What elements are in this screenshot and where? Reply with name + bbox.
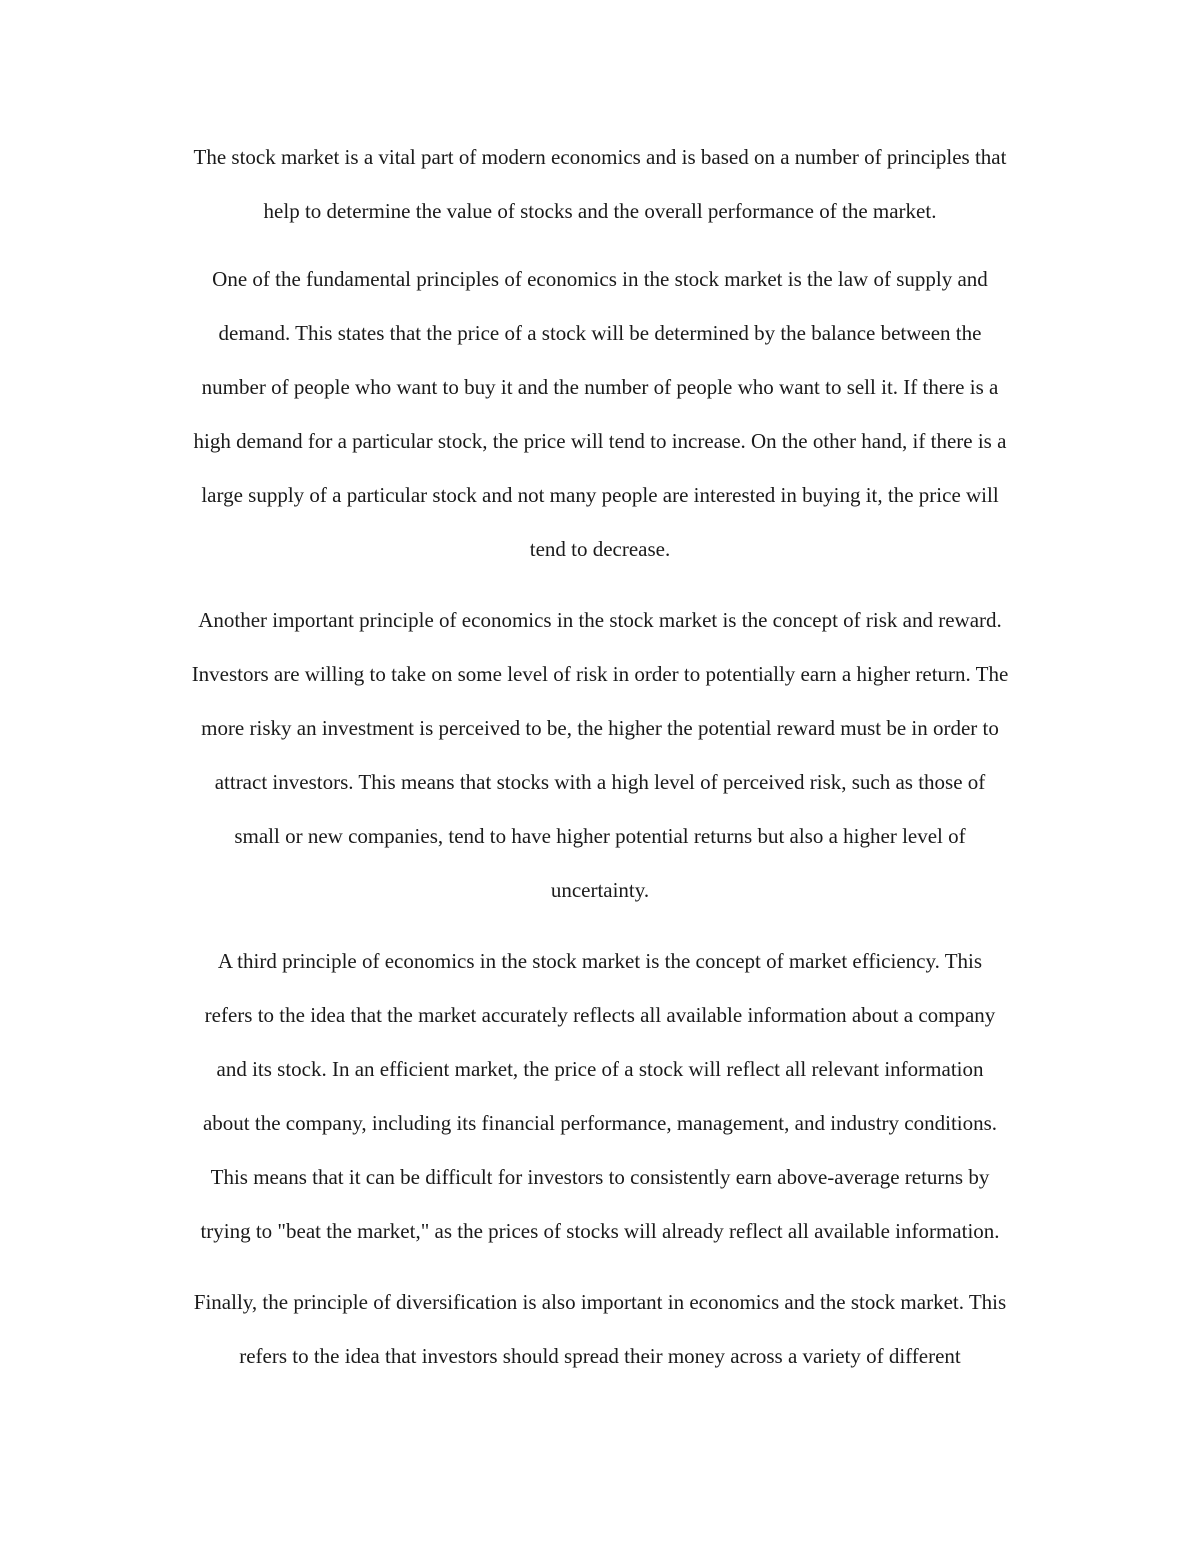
- paragraph-diversification: [0, 1275, 1200, 1383]
- text-line: more risky an investment is perceived to be, the higher the potential reward must be in order to: [201, 716, 999, 740]
- text-line: A third principle of economics in the stock market is the concept of market efficiency. This: [217, 949, 983, 973]
- text-line: uncertainty.: [550, 878, 650, 902]
- text-line: demand. This states that the price of a stock will be determined by the balance between the: [218, 321, 982, 345]
- text-line: The stock market is a vital part of modern economics and is based on a number of principles that: [193, 145, 1007, 169]
- paragraph-supply-demand: [0, 252, 1200, 576]
- text-line: One of the fundamental principles of economics in the stock market is the law of supply and: [212, 267, 988, 291]
- text-line: about the company, including its financial performance, management, and industry conditions.: [202, 1111, 998, 1135]
- text-line: Finally, the principle of diversification is also important in economics and the stock market. This: [193, 1290, 1007, 1314]
- paragraph-intro: [0, 130, 1200, 238]
- text-line: refers to the idea that the market accurately reflects all available information about a company: [204, 1003, 996, 1027]
- paragraph-market-efficiency: [0, 934, 1200, 1258]
- text-line: Another important principle of economics in the stock market is the concept of risk and reward.: [198, 608, 1002, 632]
- text-line: high demand for a particular stock, the price will tend to increase. On the other hand, if there is a: [193, 429, 1007, 453]
- text-line: help to determine the value of stocks and the overall performance of the market.: [263, 199, 937, 223]
- paragraph-risk-reward: [0, 593, 1200, 917]
- text-line: small or new companies, tend to have higher potential returns but also a higher level of: [234, 824, 966, 848]
- text-line: and its stock. In an efficient market, the price of a stock will reflect all relevant information: [216, 1057, 984, 1081]
- text-line: attract investors. This means that stocks with a high level of perceived risk, such as those of: [214, 770, 986, 794]
- text-line: refers to the idea that investors should spread their money across a variety of different: [239, 1344, 961, 1368]
- text-line: tend to decrease.: [529, 537, 671, 561]
- text-line: This means that it can be difficult for investors to consistently earn above-average returns by: [210, 1165, 990, 1189]
- text-line: Investors are willing to take on some level of risk in order to potentially earn a higher return. The: [191, 662, 1009, 686]
- text-line: large supply of a particular stock and not many people are interested in buying it, the price will: [201, 483, 999, 507]
- text-line: trying to "beat the market," as the prices of stocks will already reflect all available information.: [200, 1219, 1000, 1243]
- text-line: number of people who want to buy it and the number of people who want to sell it. If there is a: [201, 375, 999, 399]
